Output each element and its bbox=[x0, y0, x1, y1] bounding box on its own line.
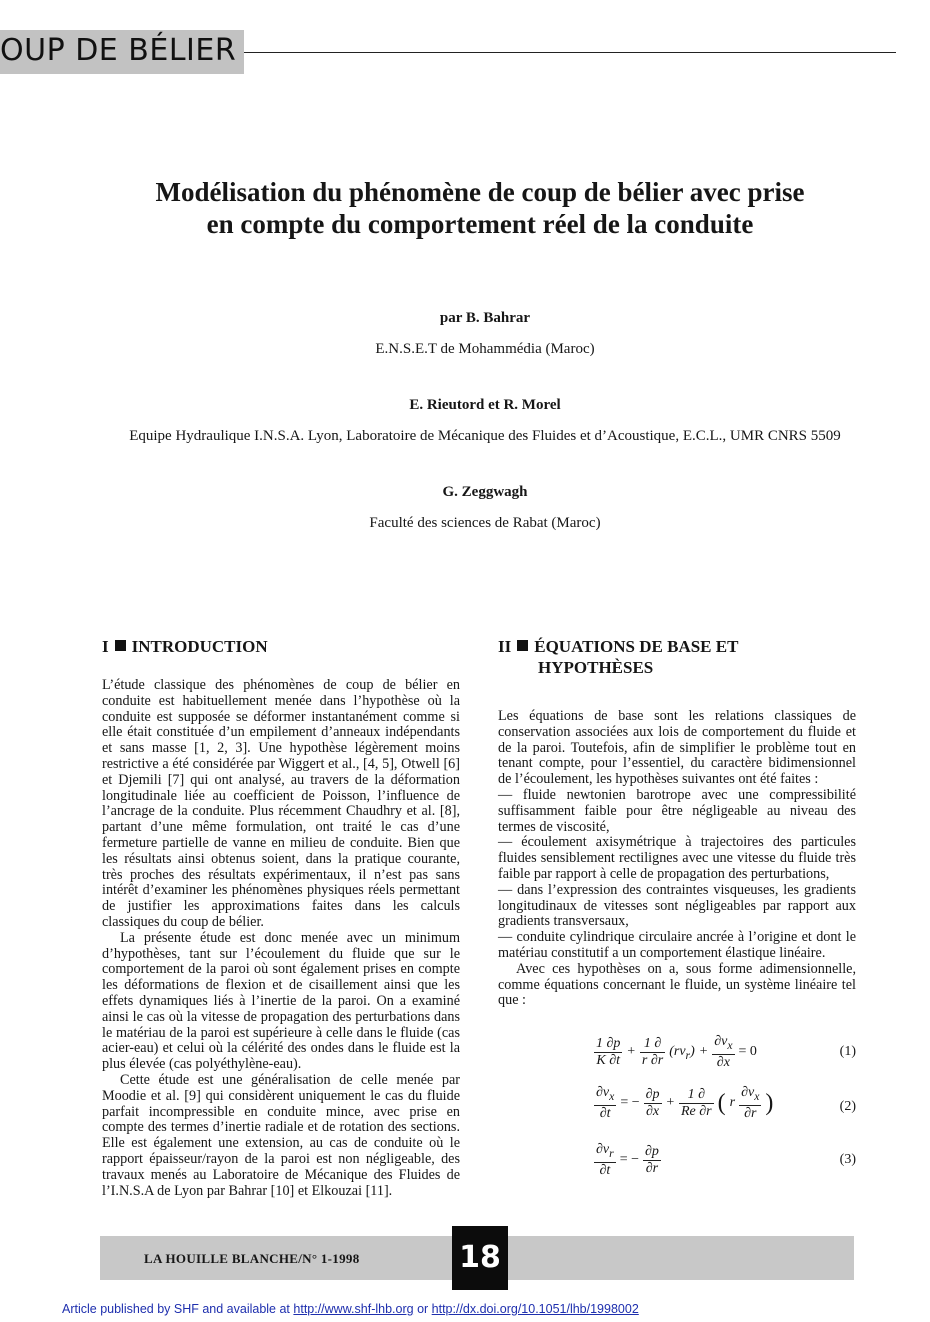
bullet-square-icon bbox=[115, 640, 126, 651]
section-heading-equations bbox=[498, 636, 856, 678]
author-block-2 bbox=[60, 397, 910, 445]
right-column bbox=[498, 636, 856, 1009]
header-rule bbox=[244, 52, 896, 53]
hypothesis-item: — dans l’expression des contraintes visqueuses, les gradients longitudinaux de vitesses sont négligeables par rapport aux gradients transversaux, bbox=[498, 881, 856, 930]
paragraph: Les équations de base sont les relations classiques de conservation associées aux lois de comportement du fluide et de la paroi. Toutefois, afin de simplifier le problème tout en tenant compte, pour l’essentiel, du caractère bidimensionnel de l’écoulement, les hypothèses suivantes ont été faites : bbox=[498, 708, 856, 788]
equation-number: (3) bbox=[839, 1152, 856, 1167]
equation-1 bbox=[594, 1034, 856, 1071]
equation-3 bbox=[594, 1142, 856, 1179]
section-heading-introduction bbox=[102, 636, 460, 657]
equation-number: (1) bbox=[839, 1044, 856, 1059]
hypothesis-item: — écoulement axisymétrique à trajectoires des particules fluides sensiblement rectilignes avec une vitesse du fluide très faible par rapport à celle de propagation des perturbations, bbox=[498, 834, 856, 882]
author-affiliation: E.N.S.E.T de Mohammédia (Maroc) bbox=[375, 341, 595, 357]
shf-link[interactable]: http://www.shf-lhb.org bbox=[293, 1302, 414, 1316]
hypothesis-item: — fluide newtonien barotrope avec une compressibilité suffisamment faible pour être négligeable au niveau des termes de viscosité, bbox=[498, 786, 856, 835]
credit-text: or bbox=[413, 1302, 432, 1316]
paragraph: Cette étude est une généralisation de celle menée par Moodie et al. [9] qui considèrent uniquement le cas du fluide parfait incompressible en conduite mince, avec prise en compte des termes d’inertie radiale et de rotation des sections. Elle est également une extension, au cas de conduite où le rapport épaisseur/rayon de la paroi est non négligeable, des travaux menés au Laboratoire de Mécanique des Fluides de l’I.N.S.A de Lyon par Bahrar [10] et Elkouzai [11]. bbox=[102, 1071, 460, 1199]
author-block-3 bbox=[60, 484, 910, 532]
article-title bbox=[70, 176, 890, 240]
author-affiliation: Equipe Hydraulique I.N.S.A. Lyon, Laboratoire de Mécanique des Fluides et d’Acoustique, E.C.L., UMR CNRS 5509 bbox=[129, 428, 841, 444]
section-title-line-2: HYPOTHÈSES bbox=[538, 658, 654, 677]
section-title-line-1: ÉQUATIONS DE BASE ET bbox=[534, 637, 739, 656]
publication-credit bbox=[62, 1302, 639, 1316]
equation-number: (2) bbox=[839, 1099, 856, 1114]
author-name: par B. Bahrar bbox=[439, 310, 531, 326]
bullet-square-icon bbox=[517, 640, 528, 651]
section-number: II bbox=[498, 637, 512, 656]
title-line-1: Modélisation du phénomène de coup de bélier avec prise bbox=[155, 177, 805, 207]
hypothesis-item: — conduite cylindrique circulaire ancrée à l’origine et dont le matériau constitutif a un comportement élastique linéaire. bbox=[498, 929, 856, 961]
equation-body: $\frac{\partial v_x}{\partial t}$ = − $\frac{\partial p}{\partial x}$ + $\frac{1 \partial}{Re \partial r}$ ( r $\frac{\partial v_x}{\partial r}$ ) bbox=[596, 1085, 774, 1121]
doi-link[interactable]: http://dx.doi.org/10.1051/lhb/1998002 bbox=[431, 1302, 639, 1316]
journal-name: LA HOUILLE BLANCHE/N° 1-1998 bbox=[144, 1251, 360, 1266]
section-title: INTRODUCTION bbox=[131, 637, 268, 656]
author-name: E. Rieutord et R. Morel bbox=[409, 397, 561, 413]
equation-body: $\frac{1 \partial p}{K \partial t}$ + $\frac{1 \partial}{r \partial r}$ $(rv_r)$ + $\frac{\partial v_x}{\partial x}$ = 0 bbox=[596, 1034, 757, 1070]
author-affiliation: Faculté des sciences de Rabat (Maroc) bbox=[369, 515, 601, 531]
title-line-2: en compte du comportement réel de la conduite bbox=[206, 209, 754, 239]
equation-body: $\frac{\partial v_r}{\partial t}$ = − $\frac{\partial p}{\partial r}$ bbox=[596, 1142, 659, 1178]
author-block-1 bbox=[60, 310, 910, 358]
section-number: I bbox=[102, 637, 109, 656]
page-number: 18 bbox=[452, 1226, 508, 1290]
paragraph: Avec ces hypothèses on a, sous forme adimensionnelle, comme équations concernant le fluide, un système linéaire tel que : bbox=[498, 960, 856, 1009]
author-name: G. Zeggwagh bbox=[442, 484, 528, 500]
paragraph: La présente étude est donc menée avec un minimum d’hypothèses, tant sur l’écoulement du fluide que sur le comportement de la paroi où sont également prises en compte les déformations de flexion et de cisaillement ainsi que les effets dynamiques liés à l’inertie de la paroi. On a examiné ainsi le cas où la vitesse de propagation des perturbations dans le matériau de la paroi est supérieure à celle dans le fluide (cas acier-eau) et celui où la célérité des ondes dans le fluide est la plus élevée (cas polyéthylène-eau). bbox=[102, 929, 460, 1073]
credit-text: Article published by SHF and available at bbox=[62, 1302, 294, 1316]
equation-2 bbox=[594, 1085, 856, 1122]
running-header-text: OUP DE BÉLIER bbox=[0, 33, 237, 68]
left-column bbox=[102, 636, 460, 1199]
paragraph: L’étude classique des phénomènes de coup de bélier en conduite est habituellement menée dans l’hypothèse où la conduite est supposée se déformer instantanément comme si elle était constituée d’un empilement d’anneaux indépendants et sans masse [1, 2, 3]. Une hypothèse légèrement moins restrictive a été considérée par Wiggert et al., [4, 5], Otwell [6] et Djemili [7] qui ont analysé, au travers de la déformation longitudinale liée au coefficient de Poisson, l’influence de l’ancrage de la conduite. Plus récemment Chaudhry et al. [8], partant d’une même formulation, ont traité le cas d’une fermeture partielle de vanne en milieu de conduite. Bien que les résultats ainsi obtenus soient, dans la pratique courante, très proches des résultats expérimentaux, il n’est pas sans intérêt d’examiner les phénomènes physiques réels permettant de justifier les approximations faites dans les calculs classiques du coup de bélier. bbox=[102, 677, 460, 930]
running-header-box bbox=[0, 30, 244, 74]
